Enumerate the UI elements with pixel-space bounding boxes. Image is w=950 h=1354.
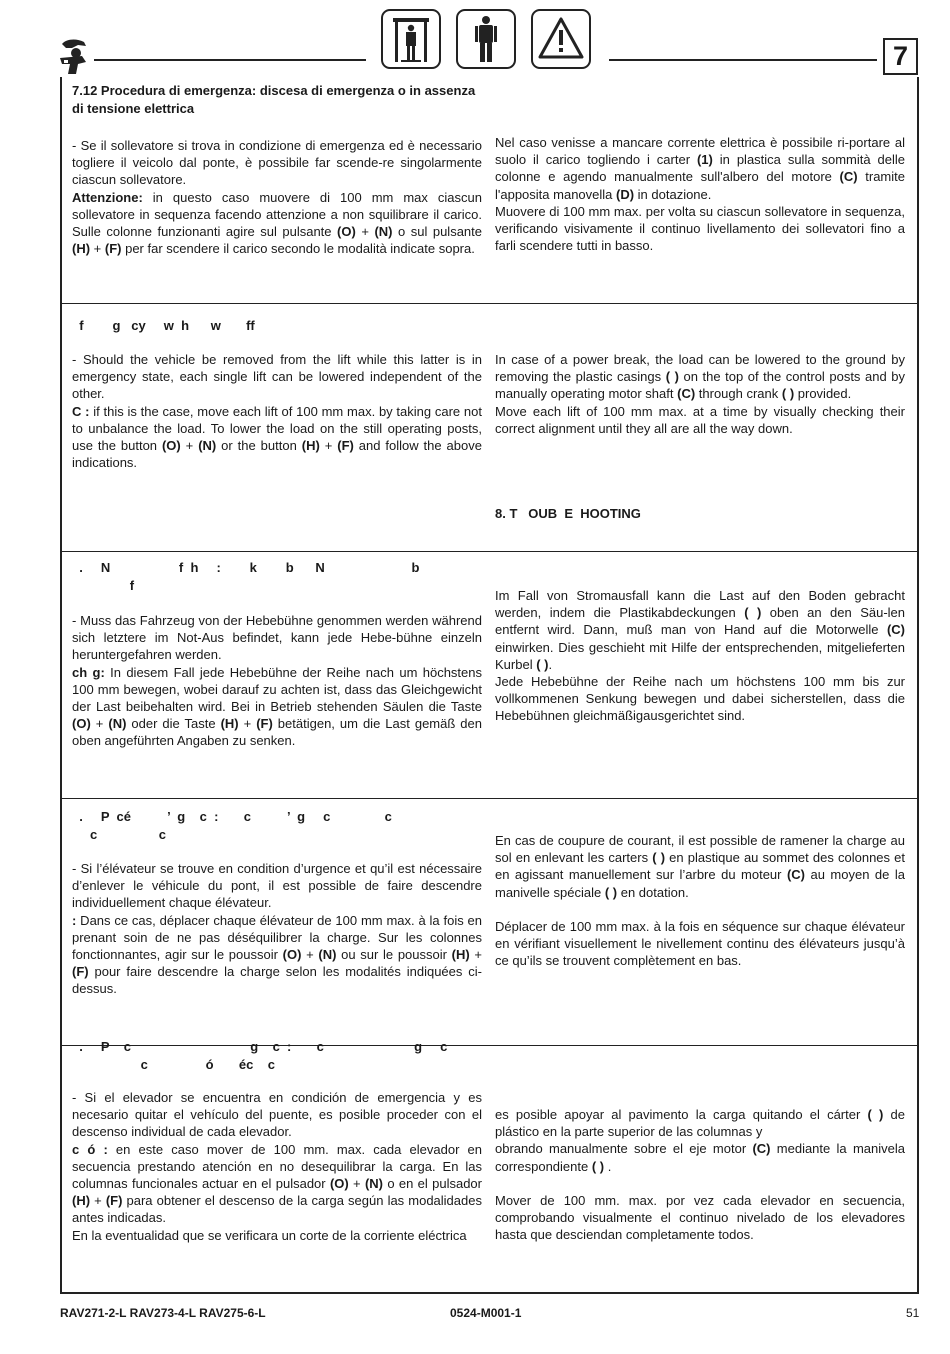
text-run: para obtener el descenso de la carga según las modalidades antes indicadas.	[72, 1193, 482, 1226]
bold-run: (F)	[256, 716, 273, 732]
section-title-fr: . P cé ’ g c : c ’ g c c c c	[79, 809, 392, 842]
text-run: En cas de coupure de courant, il est possible de ramener la charge au sol en enlevant les carters	[495, 833, 905, 866]
paragraph	[72, 664, 482, 750]
text-run: in plastica sulla sommità delle colonne e agendo manualmente sull'albero del motore	[495, 152, 905, 185]
text-run: - Should the vehicle be removed from the lift while this latter is in emergency state, each single lift can be lowered independent of the other.	[72, 352, 482, 402]
text-run: pour faire descendre la charge selon les modalités indiquées ci-dessus.	[72, 964, 482, 997]
text-run: .	[548, 656, 553, 672]
bold-run: (H)	[451, 947, 470, 963]
text-run: +	[180, 438, 199, 454]
bold-run: (O)	[161, 438, 181, 454]
text-run: through crank	[695, 386, 782, 402]
operator-icon	[456, 9, 516, 69]
bold-run: (F)	[337, 438, 354, 454]
text-run: oben an den Säu-len entfernt wird. Dann, muß man von Hand auf die Motorwelle	[495, 605, 906, 638]
bold-run: (H)	[301, 438, 320, 454]
text-run: Im Fall von Stromausfall kann die Last auf den Boden gebracht werden, indem die Plastikabdeckungen	[495, 588, 905, 621]
text-run: Move each lift of 100 mm max. at a time by visually checking their correct alignment until they all are all the way down.	[495, 403, 905, 436]
bold-run: (C)	[839, 169, 858, 185]
text-run: +	[469, 947, 482, 963]
text-run: .	[604, 1158, 612, 1174]
bold-run: (F)	[105, 1193, 123, 1209]
bold-run: (N)	[198, 438, 217, 454]
paragraph	[495, 1140, 905, 1174]
bold-run: (N)	[108, 716, 127, 732]
text-run: ou sur le poussoir	[336, 947, 452, 963]
paragraph-gap	[495, 1175, 905, 1192]
footer-code: 0524-M001-1	[450, 1306, 522, 1320]
section-de-right	[495, 587, 905, 725]
paragraph-gap	[495, 901, 905, 918]
section-it-left	[72, 137, 482, 257]
text-run: In diesem Fall jede Hebebühne der Reihe nach um höchstens 100 mm bewegen, wobei darauf zu achten ist, dass das Gleichgewicht der Last beibehalten wird. Bei in Betrieb stehenden Säulen die Taste	[72, 664, 482, 715]
paragraph	[72, 612, 482, 664]
text-run: in dotazione.	[634, 186, 712, 202]
paragraph	[72, 351, 482, 403]
text-run: au moyen de la manivelle spéciale	[495, 867, 905, 900]
paragraph	[495, 203, 905, 255]
bold-run: ( )	[665, 369, 679, 385]
section-es-right	[495, 1106, 905, 1243]
divider-1	[60, 303, 919, 304]
paragraph	[72, 137, 482, 189]
text-run: or the button	[216, 438, 302, 454]
paragraph	[495, 673, 905, 725]
paragraph	[72, 403, 482, 472]
bold-run: ( )	[867, 1107, 884, 1122]
bold-run: (F)	[104, 241, 122, 257]
text-run: en dotation.	[617, 884, 689, 900]
text-run: provided.	[794, 386, 852, 402]
footer-models: RAV271-2-L RAV273-4-L RAV275-6-L	[60, 1306, 266, 1320]
text-run: +	[348, 1176, 365, 1192]
section-en-left	[72, 351, 482, 471]
text-run: es posible apoyar al pavimento la carga quitando el cárter	[495, 1107, 868, 1122]
text-run: Dans ce cas, déplacer chaque élévateur de 100 mm max. à la fois en prenant soin de ne pas déséquilibrer la charge. Sur les colonnes fonctionnantes, agir sur le poussoir	[72, 912, 482, 963]
text-run: on the top of the control posts and by manually operating motor shaft	[495, 369, 905, 402]
section-en-right	[495, 351, 905, 437]
bold-run: (N)	[374, 224, 393, 240]
text-run: and follow the above indications.	[72, 438, 482, 471]
text-run: Déplacer de 100 mm max. à la fois en séquence sur chaque élévateur en vérifiant visuellement le nivellement continu des élévateurs jusqu’à ce qu’ils se trouvent complètement en bas.	[495, 918, 905, 969]
brand-logo-icon	[56, 36, 92, 76]
bold-run: (C)	[677, 386, 696, 402]
bold-run: ( )	[744, 605, 762, 621]
bold-run: ch g:	[72, 664, 105, 680]
text-run: Nel caso venisse a mancare corrente elettrica è possibile ri-portare al suolo il carico togliendo i carter	[495, 135, 905, 168]
text-run: mediante la manivela correspondiente	[495, 1141, 905, 1174]
bold-run: (O)	[329, 1176, 349, 1192]
header-rule-left	[94, 59, 366, 61]
text-run: - Se il sollevatore si trova in condizione di emergenza ed è necessario togliere il veicolo dal ponte, è possibile far scende-re singolarmente ciascun sollevatore.	[72, 138, 482, 188]
bold-run: (1)	[696, 152, 713, 168]
bold-run: C :	[72, 403, 90, 419]
bold-run: (C)	[752, 1141, 771, 1157]
bold-run: (H)	[72, 241, 91, 257]
bold-run: Attenzione:	[72, 189, 143, 205]
divider-2	[60, 551, 919, 552]
paragraph	[495, 351, 905, 403]
text-run: +	[238, 716, 257, 732]
bold-run: ( )	[604, 884, 618, 900]
bold-run: (N)	[364, 1176, 384, 1192]
bold-run: (O)	[282, 947, 302, 963]
text-run: Mover de 100 mm. max. por vez cada elevador en secuencia, comprobando visualmente el continuo nivelado de los elevadores hasta que desciendan completamente todos.	[495, 1192, 905, 1243]
section-fr-right	[495, 832, 905, 969]
text-run: +	[90, 1193, 106, 1209]
bold-run: (O)	[72, 716, 91, 732]
bold-run: ( )	[652, 850, 666, 866]
text-run: +	[90, 241, 105, 257]
text-run: obrando manualmente sobre el eje motor	[495, 1141, 753, 1157]
header-rule-right	[609, 59, 877, 61]
section-title-it: 7.12 Procedura di emergenza: discesa di emergenza o in assenza di tensione elettrica	[72, 83, 476, 116]
text-run: if this is the case, move each lift of 100 mm max. by taking care not to unbalance the load. To lower the load on the still operating posts, use the button	[72, 403, 482, 454]
paragraph	[495, 832, 905, 901]
frame-left	[60, 77, 62, 1294]
text-run: +	[319, 438, 338, 454]
section-title-es: . P c g c : c g c c ó éc c	[79, 1039, 448, 1072]
text-run: per far scendere il carico secondo le modalità indicate sopra.	[121, 241, 475, 257]
text-run: Muovere di 100 mm max. per volta su ciascun sollevatore in sequenza, verificando visivamente il continuo livellamento dei sollevatori fino a farli scendere tutti in basso.	[495, 203, 905, 254]
paragraph	[72, 860, 482, 912]
section-es-left	[72, 1089, 482, 1244]
text-run: +	[301, 947, 319, 963]
frame-right	[917, 77, 919, 1294]
divider-3	[60, 798, 919, 799]
bold-run: :	[72, 912, 77, 928]
text-run: In case of a power break, the load can be lowered to the ground by removing the plastic casings	[495, 352, 905, 385]
section-title-troubleshooting: 8. T OUB E HOOTING	[495, 506, 641, 521]
operator-with-lift-icon	[381, 9, 441, 69]
section-fr-left	[72, 860, 482, 998]
bold-run: (H)	[220, 716, 239, 732]
bold-run: (H)	[72, 1193, 91, 1209]
section-it-right	[495, 134, 905, 254]
paragraph	[495, 918, 905, 970]
text-run: betätigen, um die Last gemäß den oben angeführten Angaben zu senken.	[72, 716, 482, 749]
text-run: en plastique au sommet des colonnes et en agissant manuellement sur l’arbre du moteur	[495, 850, 906, 883]
paragraph	[72, 189, 482, 258]
text-run: En la eventualidad que se verificara un corte de la corriente eléctrica	[72, 1227, 467, 1243]
text-run: +	[355, 224, 375, 240]
bold-run: (O)	[337, 224, 356, 240]
text-run: oder die Taste	[126, 716, 221, 732]
frame-bottom	[60, 1292, 919, 1294]
text-run: tramite l'apposita manovella	[495, 169, 905, 202]
paragraph	[72, 912, 482, 998]
section-title-en: f g cy w h w ff	[72, 318, 255, 333]
text-run: o sul pulsante	[392, 224, 482, 240]
text-run: - Muss das Fahrzeug von der Hebebühne genommen werden während sich letztere im Not-Aus befindet, kann jede Hebe-bühne einzeln heruntergefahren werden.	[72, 613, 482, 663]
paragraph	[495, 1192, 905, 1244]
bold-run: (N)	[318, 947, 337, 963]
paragraph	[495, 403, 905, 437]
paragraph	[495, 134, 905, 203]
paragraph	[72, 1089, 482, 1141]
bold-run: c ó :	[72, 1141, 108, 1157]
paragraph	[72, 1227, 482, 1244]
paragraph	[495, 587, 905, 673]
text-run: +	[90, 716, 109, 732]
bold-run: ( )	[781, 386, 795, 402]
section-title-de: . N f h : k b N b f	[79, 560, 420, 593]
text-run: - Si el elevador se encuentra en condición de emergencia y es necesario quitar el vehículo del puente, es posible proceder con el descenso individual de cada elevador.	[72, 1090, 482, 1140]
text-run: in questo caso muovere di 100 mm max ciascun sollevatore in sequenza facendo attenzione a non squilibrare il carico. Sulle colonne funzionanti agire sul pulsante	[72, 189, 482, 240]
paragraph	[495, 1106, 905, 1140]
bold-run: ( )	[591, 1158, 605, 1174]
chapter-number: 7	[883, 38, 918, 75]
bold-run: (D)	[616, 186, 635, 202]
section-de-left	[72, 612, 482, 750]
text-run: Jede Hebebühne der Reihe nach um höchstens 100 mm bis zur vollkommenen Senkung bewegen und dabei sicherstellen, dass die Hebebühnen gleichmäßigausgerichtet sind.	[495, 674, 905, 724]
footer-page-number: 51	[906, 1306, 920, 1320]
text-run: en este caso mover de 100 mm. max. cada elevador en secuencia prestando atención en no desequilibrar la carga. En las columnas funcionales actuar en el pulsador	[72, 1141, 482, 1192]
text-run: de plástico en la parte superior de las columnas y	[495, 1107, 905, 1140]
text-run: - Si l’élévateur se trouve en condition d’urgence et qu’il est nécessaire d’enlever le véhicule du pont, il est possible de faire descendre individuellement chaque élévateur.	[72, 861, 482, 911]
warning-triangle-icon	[531, 9, 591, 69]
paragraph	[72, 1141, 482, 1227]
bold-run: (C)	[786, 867, 806, 883]
bold-run: (C)	[886, 622, 905, 638]
text-run: o en el pulsador	[383, 1176, 482, 1192]
text-run: einwirken. Dies geschieht mit Hilfe der entsprechenden, mitgelieferten Kurbel	[495, 639, 905, 672]
bold-run: (F)	[72, 964, 89, 980]
bold-run: ( )	[536, 656, 549, 672]
